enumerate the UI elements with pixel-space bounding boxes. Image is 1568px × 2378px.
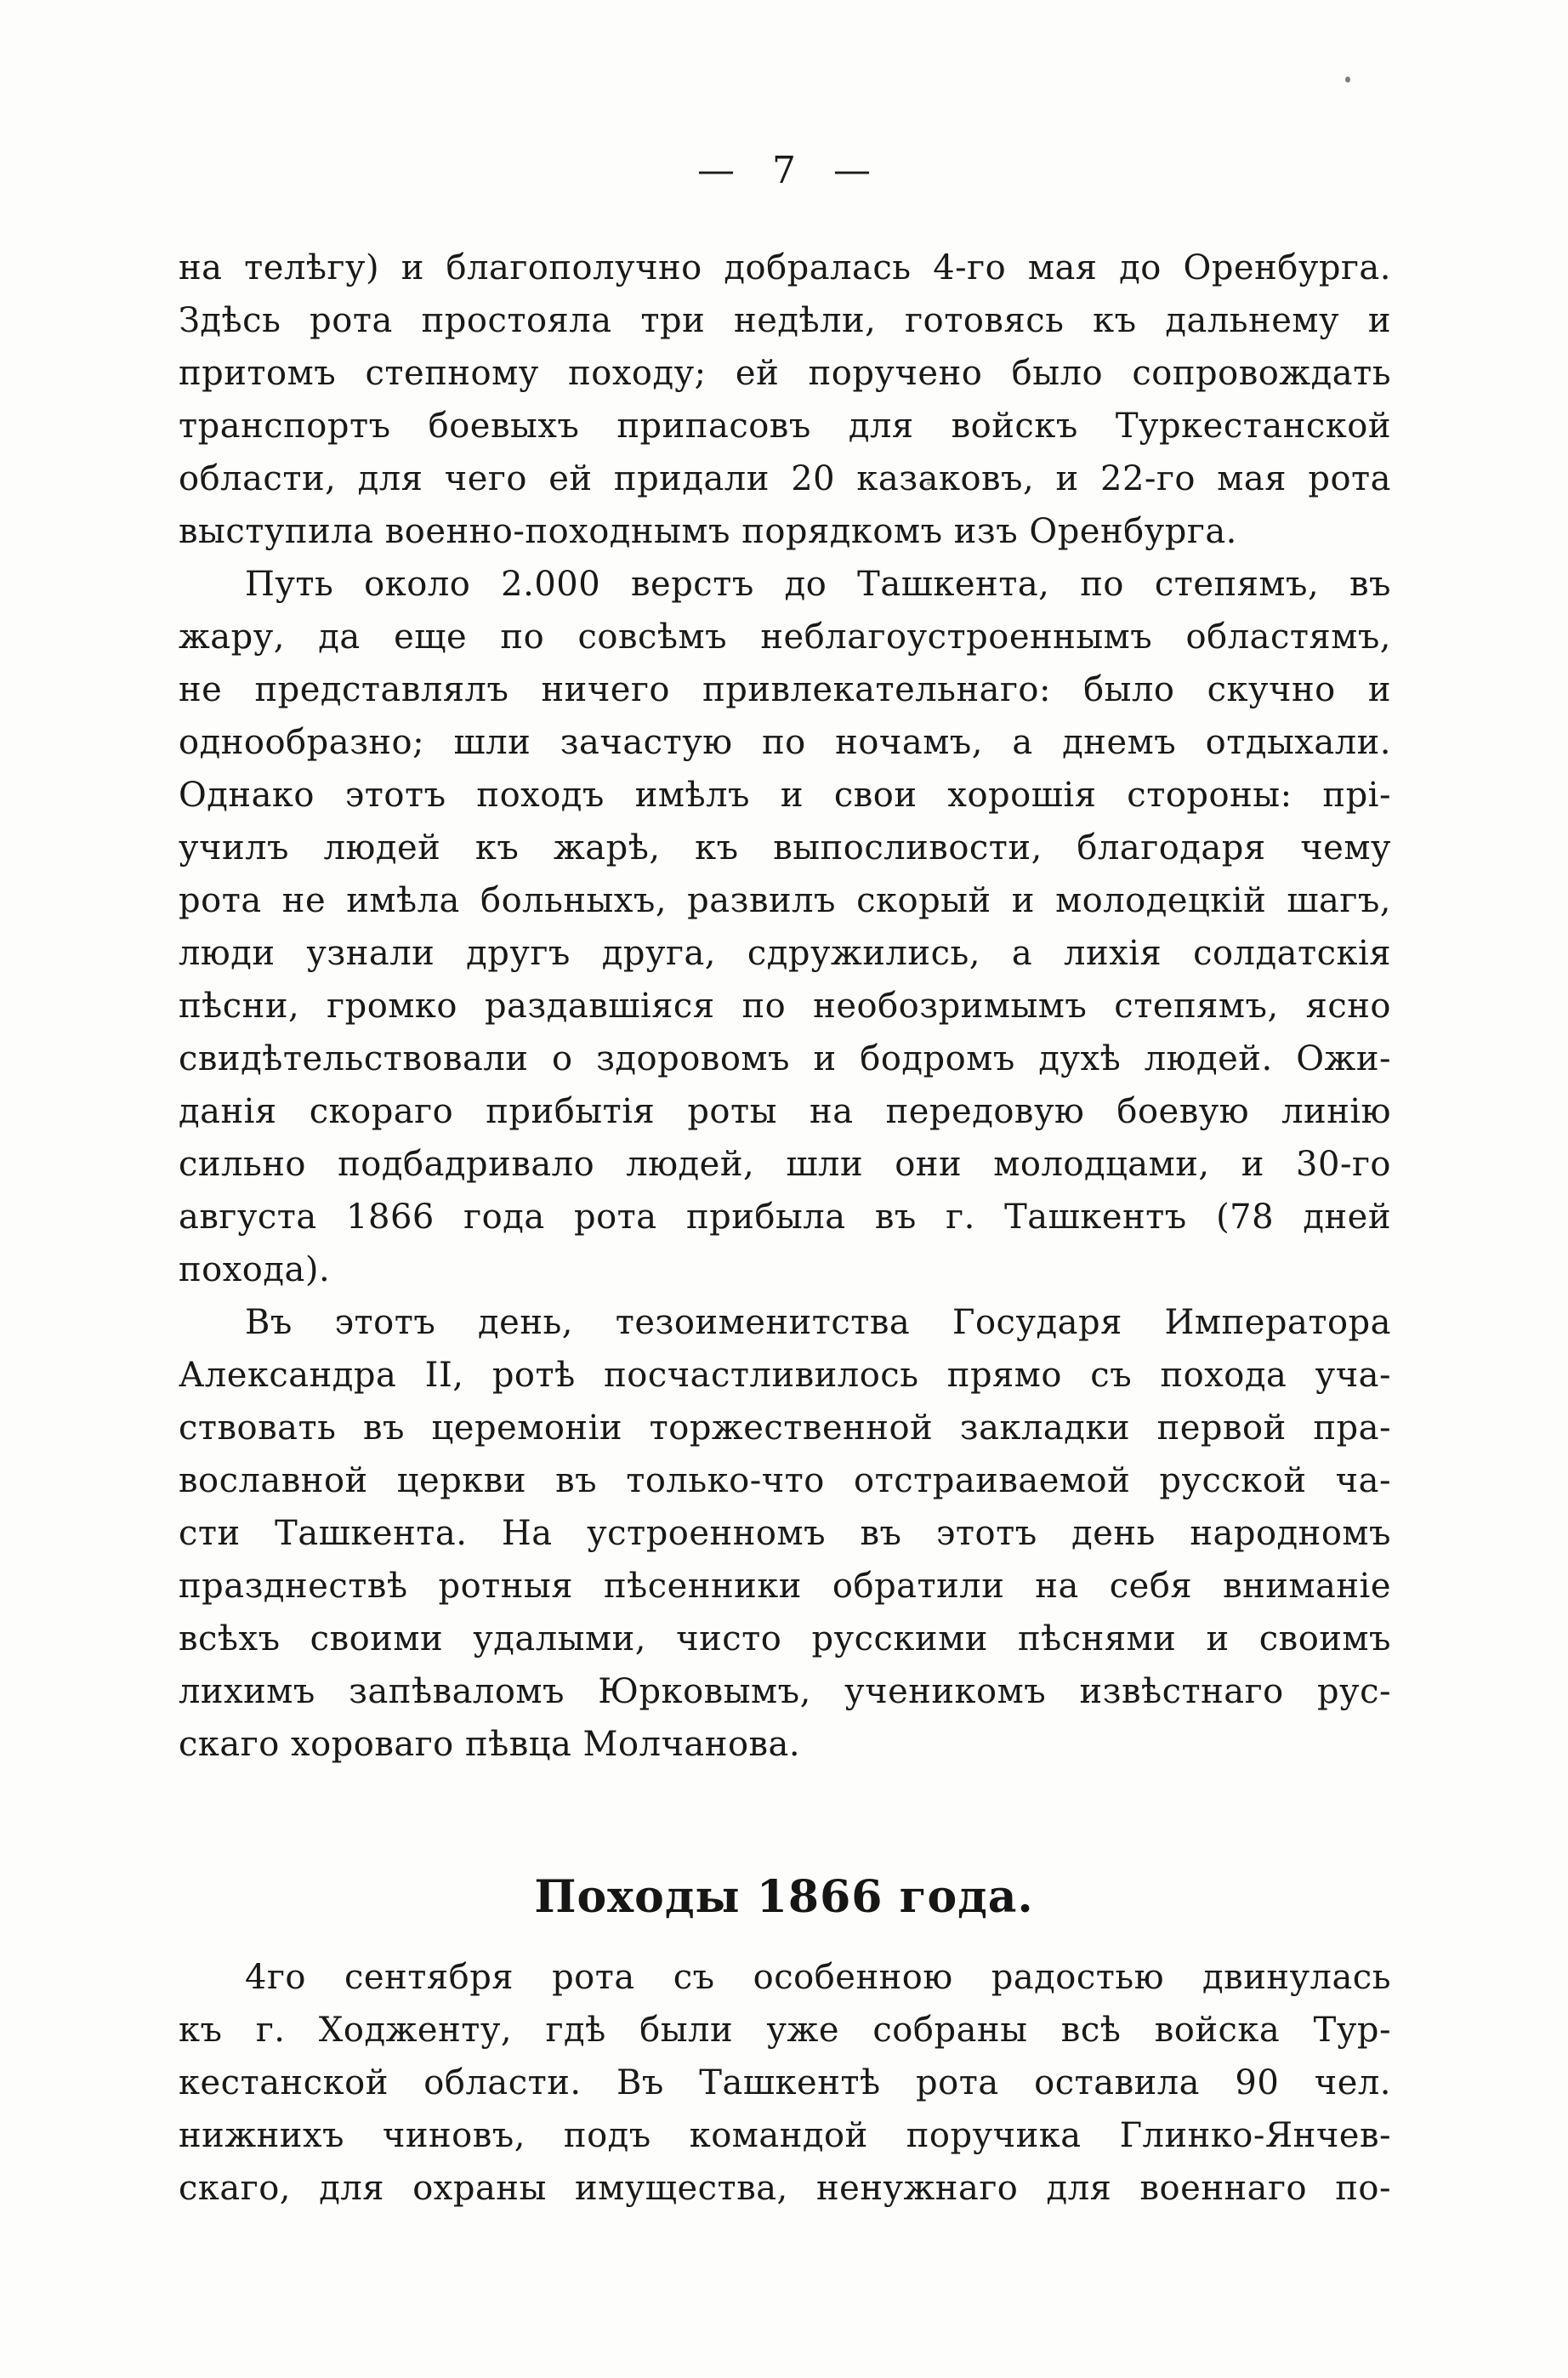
text-line: нижнихъ чиновъ, подъ командой поручика Глинко-Янчев-: [179, 2116, 1391, 2155]
text-line: Путь около 2.000 верстъ до Ташкента, по степямъ, въ: [245, 565, 1391, 604]
text-line: празднествѣ ротныя пѣсенники обратили на себя вниманіе: [179, 1567, 1391, 1606]
text-line: транспортъ боевыхъ припасовъ для войскъ Туркестанской: [179, 407, 1391, 446]
text-line: Въ этотъ день, тезоименитства Государя Императора: [245, 1303, 1391, 1342]
body-text-upper: [179, 242, 1391, 1771]
text-line: притомъ степному походу; ей поручено было сопровождать: [179, 354, 1391, 393]
text-line: кестанской области. Въ Ташкентѣ рота оставила 90 чел.: [179, 2063, 1391, 2102]
text-line: не представлялъ ничего привлекательнаго: было скучно и: [179, 670, 1391, 709]
text-line: лихимъ запѣваломъ Юрковымъ, ученикомъ извѣстнаго рус-: [179, 1672, 1391, 1711]
text-line: на телѣгу) и благополучно добралась 4-го мая до Оренбурга.: [179, 248, 1391, 287]
body-text-lower: [179, 1951, 1391, 2215]
text-line: выступила военно-походнымъ порядкомъ изъ Оренбурга.: [179, 512, 1237, 551]
section-heading: Походы 1866 года.: [534, 1871, 1034, 1923]
text-line: августа 1866 года рота прибыла въ г. Ташкентъ (78 дней: [179, 1198, 1391, 1237]
text-line: всѣхъ своими удалыми, чисто русскими пѣснями и своимъ: [179, 1619, 1391, 1658]
text-line: 4го сентября рота съ особенною радостью двинулась: [245, 1958, 1391, 1997]
text-line: ствовать въ церемоніи торжественной закладки первой пра-: [179, 1408, 1391, 1448]
text-line: училъ людей къ жарѣ, къ выпосливости, благодаря чему: [179, 828, 1391, 868]
text-line: жару, да еще по совсѣмъ неблагоустроеннымъ областямъ,: [179, 617, 1391, 657]
text-line: похода).: [179, 1250, 331, 1289]
text-line: пѣсни, громко раздавшіяся по необозримымъ степямъ, ясно: [179, 987, 1391, 1026]
text-line: къ г. Ходженту, гдѣ были уже собраны всѣ войска Тур-: [179, 2011, 1391, 2050]
text-line: свидѣтельствовали о здоровомъ и бодромъ духѣ людей. Ожи-: [179, 1039, 1391, 1078]
text-line: рота не имѣла больныхъ, развилъ скорый и молодецкій шагъ,: [179, 881, 1391, 920]
page-number: — 7 —: [697, 149, 871, 192]
text-line: Александра II, ротѣ посчастливилось прямо съ похода уча-: [179, 1356, 1391, 1395]
text-line: однообразно; шли зачастую по ночамъ, а днемъ отдыхали.: [179, 723, 1391, 762]
text-line: скаго хороваго пѣвца Молчанова.: [179, 1725, 801, 1764]
text-line: вославной церкви въ только-что отстраиваемой русской ча-: [179, 1461, 1391, 1500]
text-line: сти Ташкента. На устроенномъ въ этотъ день народномъ: [179, 1514, 1391, 1553]
text-line: люди узнали другъ друга, сдружились, а лихія солдатскія: [179, 934, 1391, 973]
text-line: сильно подбадривало людей, шли они молодцами, и 30-го: [179, 1145, 1391, 1184]
text-line: области, для чего ей придали 20 казаковъ, и 22-го мая рота: [179, 459, 1391, 498]
scan-speck: [1345, 77, 1350, 82]
text-line: Здѣсь рота простояла три недѣли, готовясь къ дальнему и: [179, 301, 1391, 340]
text-line: скаго, для охраны имущества, ненужнаго для военнаго по-: [179, 2169, 1391, 2208]
text-line: данія скораго прибытія роты на передовую боевую линію: [179, 1092, 1391, 1131]
text-line: Однако этотъ походъ имѣлъ и свои хорошія стороны: прі-: [179, 776, 1391, 815]
